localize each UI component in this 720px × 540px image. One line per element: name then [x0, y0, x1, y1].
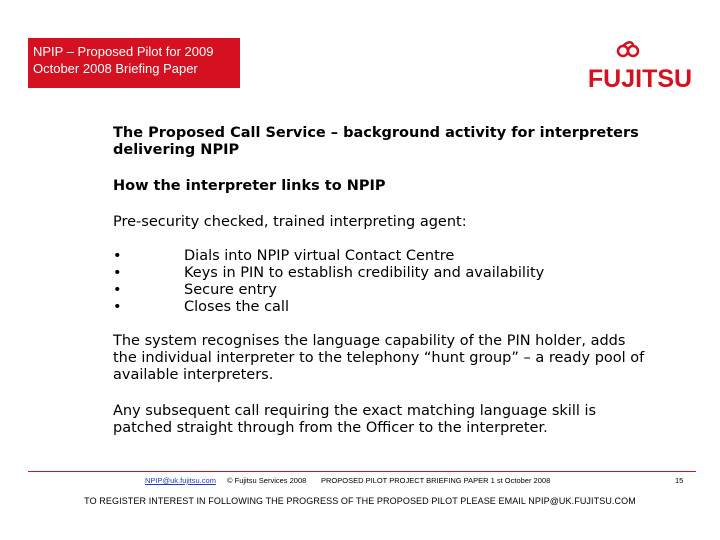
slide-title: The Proposed Call Service – background activity for interpreters delivering NPIP — [113, 125, 639, 158]
bullet-text: Dials into NPIP virtual Contact Centre — [184, 248, 455, 264]
bullet-text: Secure entry — [184, 282, 277, 298]
bullet-marker: • — [113, 282, 122, 298]
footer-copyright: © Fujitsu Services 2008 — [227, 476, 307, 485]
list-item — [113, 265, 653, 282]
bullet-marker: • — [113, 248, 122, 264]
list-item — [113, 248, 653, 265]
header-line-1: NPIP – Proposed Pilot for 2009 — [33, 44, 214, 59]
footer-divider — [28, 471, 696, 472]
footer-paper-title: PROPOSED PILOT PROJECT BRIEFING PAPER 1 st October 2008 — [321, 476, 551, 485]
paragraph-call-patching: Any subsequent call requiring the exact matching language skill is patched straight through from the Officer to the interpreter. — [113, 403, 597, 436]
paragraph-hunt-group: The system recognises the language capability of the PIN holder, adds the individual interpreter to the telephony “hunt group” – a ready pool of available interpreters. — [113, 333, 645, 383]
bullet-text: Closes the call — [184, 299, 289, 315]
list-item — [113, 299, 653, 316]
slide-subtitle: How the interpreter links to NPIP — [113, 178, 386, 194]
header-line-2: October 2008 Briefing Paper — [33, 61, 198, 76]
bullet-text: Keys in PIN to establish credibility and availability — [184, 265, 545, 281]
bullet-marker: • — [113, 299, 122, 315]
bullet-list — [113, 248, 653, 316]
logo-text: FUJITSU — [587, 65, 693, 93]
header-banner — [28, 38, 240, 88]
intro-text: Pre-security checked, trained interpreting agent: — [113, 214, 467, 230]
bullet-marker: • — [113, 265, 122, 281]
main-content — [113, 125, 653, 437]
page-number: 15 — [675, 476, 684, 485]
list-item — [113, 282, 653, 299]
register-notice: TO REGISTER INTEREST IN FOLLOWING THE PROGRESS OF THE PROPOSED PILOT PLEASE EMAIL NPIP@UK.FUJITSU.COM — [84, 496, 636, 506]
footer-email-link[interactable]: NPIP@uk.fujitsu.com — [145, 476, 216, 485]
fujitsu-logo — [585, 38, 695, 94]
